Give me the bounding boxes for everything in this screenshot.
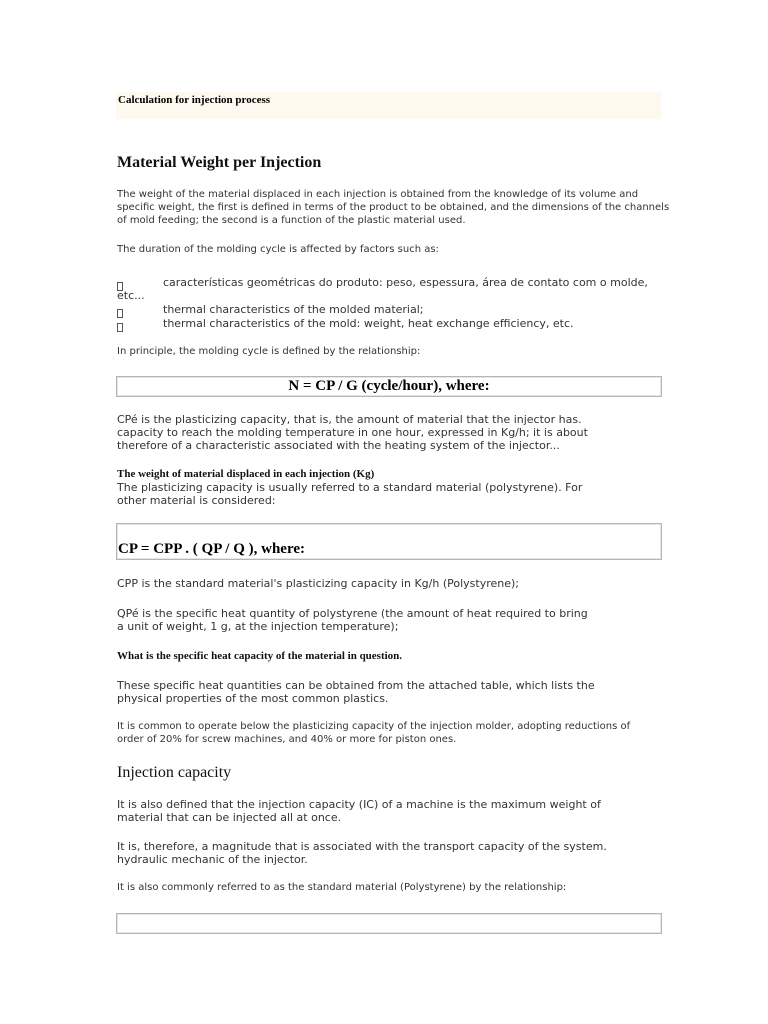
section-heading-material-weight: Material Weight per Injection <box>117 154 322 171</box>
formula-box-2 <box>116 523 662 560</box>
document-title: Calculation for injection process <box>118 94 271 106</box>
formula-box-3 <box>116 913 662 934</box>
section-heading-injection-capacity: Injection capacity <box>117 764 232 781</box>
weight-paragraph: The plasticizing capacity is usually referred to a standard material (polystyrene). For other material is considered: <box>117 481 583 507</box>
magnitude-paragraph: It is, therefore, a magnitude that is associated with the transport capacity of the system. hydraulic mechanic of the injector. <box>117 840 607 866</box>
intro-paragraph: The weight of the material displaced in each injection is obtained from the knowledge of its volume and specific weight, the first is defined in terms of the product to be obtained, and the dimensions of the channels of mold feeding; the second is a function of the plastic material used. <box>117 189 670 226</box>
ic-paragraph: It is also defined that the injection capacity (IC) of a machine is the maximum weight of material that can be injected all at once. <box>117 798 601 824</box>
weight-bold-line: The weight of material displaced in each injection (Kg) <box>117 468 375 480</box>
bullet-item-3 <box>117 317 123 336</box>
bullet-box-icon <box>117 323 123 332</box>
specific-heat-bold-line: What is the specific heat capacity of the material in question. <box>117 650 403 662</box>
bullet-text-2: thermal characteristics of the molded material; <box>163 303 424 316</box>
cp-paragraph: CPé is the plasticizing capacity, that is, the amount of material that the injector has. capacity to reach the molding temperature in one hour, expressed in Kg/h; it is about therefore of a characteristic associated with the heating system of the injector... <box>117 413 588 452</box>
bullet-text-3: thermal characteristics of the mold: weight, heat exchange efficiency, etc. <box>163 317 574 330</box>
duration-intro: The duration of the molding cycle is affected by factors such as: <box>117 244 439 255</box>
principle-text: In principle, the molding cycle is defined by the relationship: <box>117 346 421 357</box>
formula-box-1 <box>116 376 662 397</box>
cpp-paragraph: CPP is the standard material's plasticizing capacity in Kg/h (Polystyrene); <box>117 577 519 590</box>
qp-paragraph: QPé is the specific heat quantity of polystyrene (the amount of heat required to bring a unit of weight, 1 g, at the injection temperature); <box>117 607 588 633</box>
table-paragraph: These specific heat quantities can be obtained from the attached table, which lists the physical properties of the most common plastics. <box>117 679 595 705</box>
reduction-paragraph: It is common to operate below the plasticizing capacity of the injection molder, adopting reductions of order of 20% for screw machines, and 40% or more for piston ones. <box>117 721 631 745</box>
formula-cycle: N = CP / G (cycle/hour), where: <box>288 378 490 394</box>
bullet-text-1: características geométricas do produto: peso, espessura, área de contato com o molde, <box>163 276 648 289</box>
bullet-continuation: etc... <box>117 289 145 302</box>
formula-plasticizing: CP = CPP . ( QP / Q ), where: <box>118 541 305 557</box>
standard-paragraph: It is also commonly referred to as the standard material (Polystyrene) by the relationship: <box>117 882 567 893</box>
